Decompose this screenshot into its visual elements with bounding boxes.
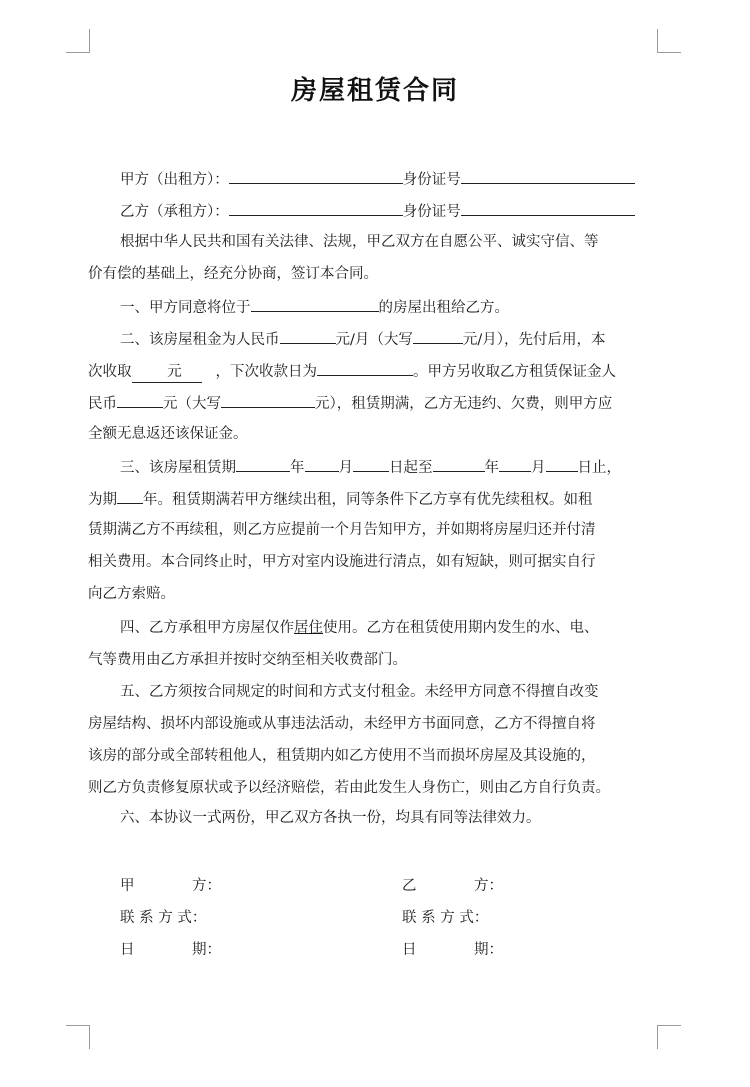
sig-label: 期： xyxy=(474,942,503,958)
clause-2-text: 元（大写 xyxy=(163,396,221,412)
clause-3-text: 年 xyxy=(484,460,499,476)
clause-3-text: 日止， xyxy=(577,460,621,476)
yuan-unit: 元 xyxy=(167,364,182,380)
end-day-field[interactable] xyxy=(546,456,578,472)
signature-contact-b xyxy=(402,906,488,927)
clause-2-line-2 xyxy=(88,360,616,383)
clause-3-line-2 xyxy=(88,488,593,510)
clause-1-text-b: 的房屋出租给乙方。 xyxy=(378,300,509,316)
clause-5-line-4: 则乙方负责修复原状或予以经济赔偿，若由此发生人身伤亡，则由乙方自行负责。 xyxy=(88,780,610,796)
usage-purpose: 居住 xyxy=(294,620,323,636)
party-a-label: 甲方（出租方）： xyxy=(120,172,229,188)
clause-3-text: 年 xyxy=(290,460,305,476)
clause-3-text: 日起至 xyxy=(389,460,433,476)
party-b-id-label: 身份证号 xyxy=(402,204,461,220)
deposit-amount-field[interactable] xyxy=(117,392,163,408)
clause-3-line-3: 赁期满乙方不再续租，则乙方应提前一个月告知甲方，并如期将房屋归还并付清 xyxy=(88,522,596,538)
clause-4-text: 使用。乙方在租赁使用期内发生的水、电、 xyxy=(323,620,599,636)
clause-2-text: 元/月），先付后用，本 xyxy=(462,332,606,348)
clause-6: 六、本协议一式两份，甲乙双方各执一份，均具有同等法律效力。 xyxy=(120,810,541,826)
clause-3-line-4: 相关费用。本合同终止时，甲方对室内设施进行清点，如有短缺，则可据实自行 xyxy=(88,554,596,570)
sig-label: 乙 xyxy=(402,878,417,894)
party-b-label: 乙方（承租方）： xyxy=(120,204,229,220)
monthly-rent-words-field[interactable] xyxy=(413,328,463,344)
signature-party-a xyxy=(120,874,221,895)
clause-2-text: 二、该房屋租金为人民币 xyxy=(120,332,280,348)
party-b-name-field[interactable] xyxy=(229,200,403,216)
sig-label: 期： xyxy=(192,942,221,958)
party-b-line xyxy=(120,200,635,222)
signature-date-b xyxy=(402,938,503,959)
sig-label: 甲 xyxy=(120,878,135,894)
intro-line-2: 价有偿的基础上，经充分协商，签订本合同。 xyxy=(88,266,378,282)
party-b-id-field[interactable] xyxy=(461,200,635,216)
document-title: 房屋租赁合同 xyxy=(290,76,459,106)
clause-2-text: ，下次收款日为 xyxy=(215,364,317,380)
clause-3-text: 为期 xyxy=(88,492,117,508)
sig-label: 联 系 方 式： xyxy=(120,910,207,926)
property-address-field[interactable] xyxy=(251,296,379,312)
clause-5-line-3: 该房的部分或全部转租他人，租赁期内如乙方使用不当而损坏房屋及其设施的， xyxy=(88,748,596,764)
clause-3-text: 三、该房屋租赁期 xyxy=(120,460,236,476)
party-a-line xyxy=(120,168,635,190)
clause-2-line-3 xyxy=(88,392,612,414)
clause-4-line-2: 气等费用由乙方承担并按时交纳至相关收费部门。 xyxy=(88,652,407,668)
clause-2-text: 元/月（大写 xyxy=(335,332,413,348)
monthly-rent-field[interactable] xyxy=(280,328,336,344)
start-day-field[interactable] xyxy=(353,456,389,472)
clause-2-line-4: 全额无息返还该保证金。 xyxy=(88,426,248,442)
start-year-field[interactable] xyxy=(236,456,290,472)
signature-date-a xyxy=(120,938,221,959)
clause-2-text: 。甲方另收取乙方租赁保证金人 xyxy=(413,364,616,380)
clause-3-line-5: 向乙方索赔。 xyxy=(88,586,175,602)
clause-1-text-a: 一、甲方同意将位于 xyxy=(120,300,251,316)
lease-term-years-field[interactable] xyxy=(117,488,143,504)
start-month-field[interactable] xyxy=(305,456,339,472)
clause-2-text: 民币 xyxy=(88,396,117,412)
clause-4-text: 四、乙方承租甲方房屋仅作 xyxy=(120,620,294,636)
next-payment-date-field[interactable] xyxy=(317,360,413,376)
clause-1 xyxy=(120,296,509,318)
party-a-name-field[interactable] xyxy=(229,168,403,184)
clause-3-text: 年。租赁期满若甲方继续出租，同等条件下乙方享有优先续租权。如租 xyxy=(143,492,593,508)
clause-5-line-1: 五、乙方须按合同规定的时间和方式支付租金。未经甲方同意不得擅自改变 xyxy=(120,684,599,700)
sig-label: 日 xyxy=(120,942,135,958)
clause-2-text: 次收取 xyxy=(88,364,132,380)
clause-5-line-2: 房屋结构、损坏内部设施或从事违法活动，未经甲方书面同意，乙方不得擅自将 xyxy=(88,716,596,732)
end-month-field[interactable] xyxy=(499,456,531,472)
clause-3-text: 月 xyxy=(531,460,546,476)
clause-3-line-1 xyxy=(120,456,621,478)
signature-party-b xyxy=(402,874,503,895)
current-payment-field[interactable] xyxy=(132,362,202,383)
signature-contact-a xyxy=(120,906,206,927)
sig-label: 联 系 方 式： xyxy=(402,910,489,926)
party-a-id-label: 身份证号 xyxy=(402,172,461,188)
sig-label: 方： xyxy=(192,878,221,894)
sig-label: 方： xyxy=(474,878,503,894)
clause-4-line-1 xyxy=(120,618,599,638)
clause-3-text: 月 xyxy=(338,460,353,476)
party-a-id-field[interactable] xyxy=(461,168,635,184)
clause-2-line-1 xyxy=(120,328,606,350)
clause-2-text: 元），租赁期满，乙方无违约、欠费，则甲方应 xyxy=(315,396,613,412)
deposit-words-field[interactable] xyxy=(221,392,315,408)
sig-label: 日 xyxy=(402,942,417,958)
end-year-field[interactable] xyxy=(433,456,485,472)
intro-line-1: 根据中华人民共和国有关法律、法规，甲乙双方在自愿公平、诚实守信、等 xyxy=(120,234,599,250)
